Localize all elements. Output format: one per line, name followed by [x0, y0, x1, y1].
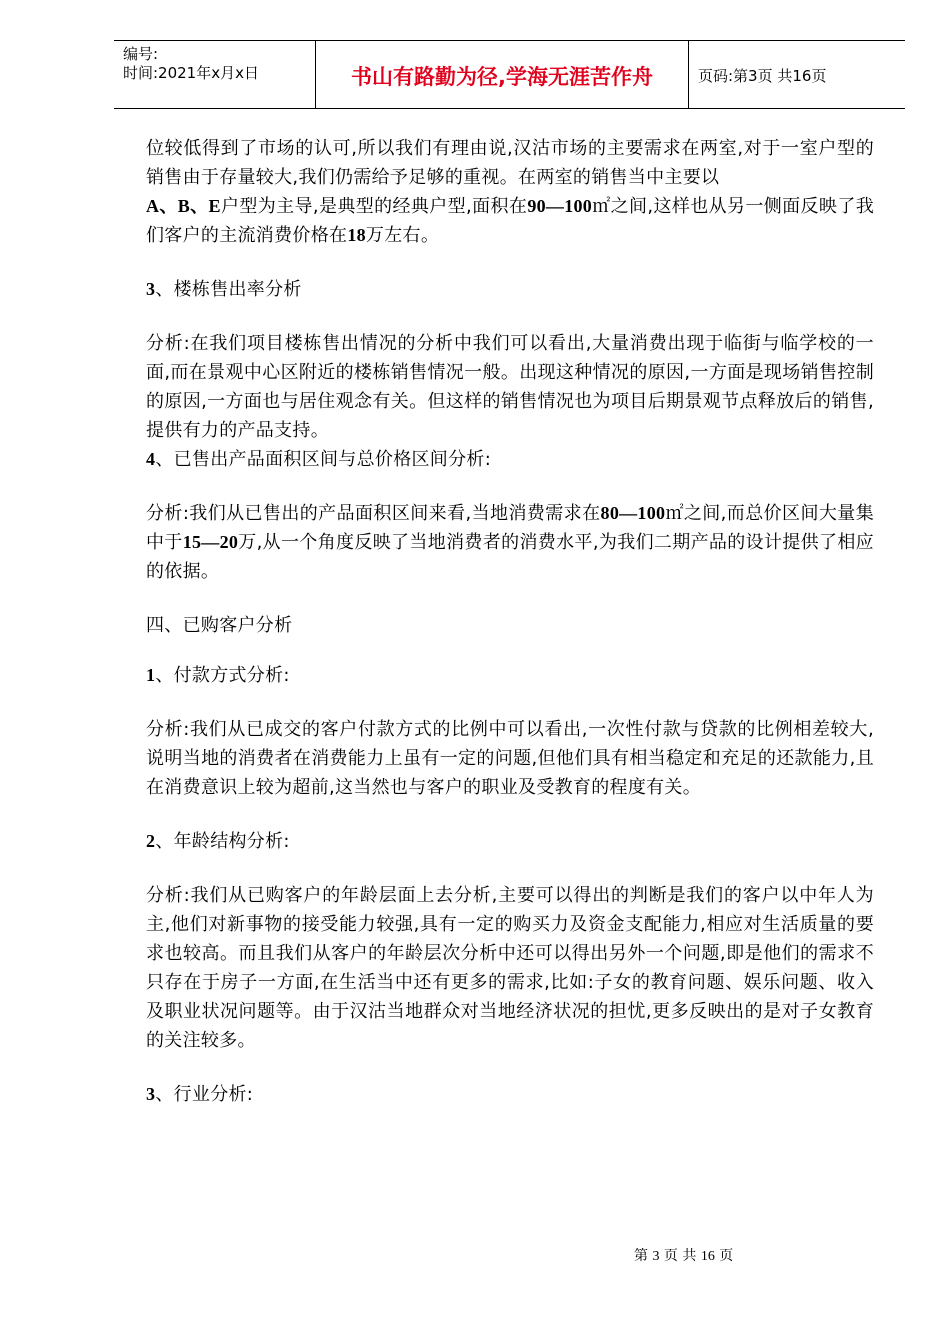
text-run: ㎡之间,而总价区间大量集中于 — [146, 503, 874, 553]
paragraph-payment-analysis: 分析:我们从已成交的客户付款方式的比例中可以看出,一次性付款与贷款的比例相差较大,说明当地的消费者在消费能力上虽有一定的问题,但他们具有相当稳定和充足的还款能力,且在消费意识上较为超前,这当然也与客户的职业及受教育的程度有关。 — [146, 719, 874, 798]
heading-number: 3 — [146, 279, 156, 299]
number-label: 编号: — [123, 45, 159, 63]
heading-text: 、付款方式分析: — [155, 665, 290, 686]
heading-building-sales-rate — [146, 275, 874, 304]
heading-payment-method — [146, 661, 874, 690]
text-run-bold: 15—20 — [182, 532, 239, 552]
paragraph-area-analysis — [146, 499, 874, 586]
time-label: 时间:2021年x月x日 — [123, 64, 259, 82]
text-run: 万左右。 — [365, 225, 440, 246]
header-info-cell — [114, 41, 316, 108]
footer-text: 页 共 — [663, 1248, 697, 1264]
heading-number: 2 — [146, 831, 156, 851]
text-run: 万,从一个角度反映了当地消费者的消费水平,为我们二期产品的设计提供了相应的依据。 — [146, 532, 874, 582]
page-footer — [634, 1247, 733, 1266]
header-page-cell — [689, 41, 905, 108]
text-run: 位较低得到了市场的认可,所以我们有理由说,汉沽市场的主要需求在两室,对于一室户型的销售由于存量较大,我们仍需给予足够的重视。在两室的销售当中主要以 — [146, 138, 874, 188]
text-run-bold: 90—100 — [527, 196, 593, 216]
text-run: 分析:我们从已售出的产品面积区间来看,当地消费需求在 — [146, 503, 601, 524]
heading-number: 1 — [146, 665, 156, 685]
text-run-bold: 80—100 — [600, 503, 666, 523]
heading-section-customer-analysis: 四、已购客户分析 — [146, 615, 293, 636]
heading-area-price-range — [146, 445, 874, 474]
text-run-bold: 18 — [347, 225, 366, 245]
document-body — [146, 134, 874, 1109]
text-run: ㎡之间,这样也从另一侧面反映了我们客户的主流消费价格在 — [146, 196, 874, 246]
footer-text: 页 — [719, 1248, 734, 1264]
footer-total-pages: 16 — [700, 1249, 715, 1264]
heading-number: 4 — [146, 449, 156, 469]
heading-number: 3 — [146, 1084, 156, 1104]
heading-text: 、年龄结构分析: — [155, 831, 290, 852]
heading-text: 、行业分析: — [155, 1084, 254, 1105]
heading-text: 、已售出产品面积区间与总价格区间分析: — [155, 449, 492, 470]
paragraph-market-demand — [146, 134, 874, 250]
heading-industry — [146, 1080, 874, 1109]
paragraph-age-analysis: 分析:我们从已购客户的年龄层面上去分析,主要可以得出的判断是我们的客户以中年人为主,他们对新事物的接受能力较强,具有一定的购买力及资金支配能力,相应对生活质量的要求也较高。而且我们从客户的年龄层次分析中还可以得出另外一个问题,即是他们的需求不只存在于房子一方面,在生活当中还有更多的需求,比如:子女的教育问题、娱乐问题、收入及职业状况问题等。由于汉沽当地群众对当地经济状况的担忧,更多反映出的是对子女教育的关注较多。 — [146, 885, 874, 1051]
text-run: 户型为主导,是典型的经典户型,面积在 — [220, 196, 528, 217]
page-code: 页码:第3页 共16页 — [698, 67, 827, 85]
heading-text: 、楼栋售出率分析 — [155, 279, 302, 300]
paragraph-building-analysis: 分析:在我们项目楼栋售出情况的分析中我们可以看出,大量消费出现于临街与临学校的一面,而在景观中心区附近的楼栋销售情况一般。出现这种情况的原因,一方面是现场销售控制的原因,一方面也与居住观念有关。但这样的销售情况也为项目后期景观节点释放后的销售,提供有力的产品支持。 — [146, 333, 874, 441]
document-header — [114, 40, 905, 109]
footer-current-page: 3 — [652, 1249, 660, 1264]
footer-text: 第 — [634, 1248, 648, 1264]
heading-age-structure — [146, 827, 874, 856]
header-motto-cell — [316, 41, 689, 108]
text-run-bold: A、B、E — [146, 196, 221, 216]
motto-text: 书山有路勤为径,学海无涯苦作舟 — [351, 65, 653, 89]
